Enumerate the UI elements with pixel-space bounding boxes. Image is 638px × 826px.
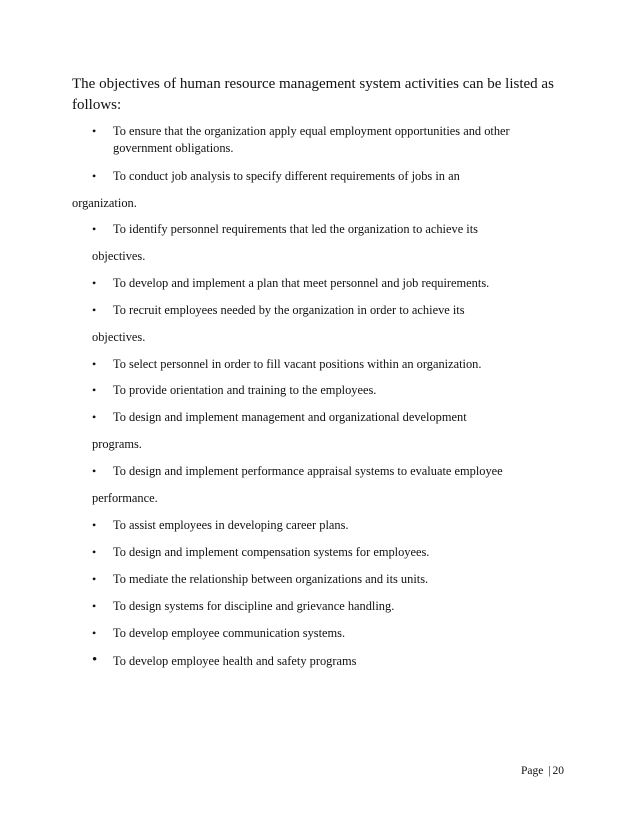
list-item-text: organization.: [72, 196, 137, 210]
bullet-icon: •: [92, 626, 97, 640]
list-item-text: To design and implement compensation systems for employees.: [113, 545, 430, 559]
list-item-text: To ensure that the organization apply equal employment opportunities and other: [113, 124, 510, 138]
bullet-icon: •: [92, 464, 97, 478]
list-item-text: objectives.: [92, 330, 146, 344]
bullet-icon: •: [92, 303, 97, 317]
bullet-icon: •: [92, 383, 97, 397]
bullet-icon: •: [92, 124, 97, 138]
list-item-text: programs.: [92, 437, 142, 451]
list-item-text: To mediate the relationship between organizations and its units.: [113, 572, 429, 586]
page-footer: [521, 764, 564, 778]
bullet-icon: •: [92, 410, 97, 424]
list-item-text: To select personnel in order to fill vacant positions within an organization.: [113, 357, 482, 371]
list-item-text: To identify personnel requirements that led the organization to achieve its: [113, 222, 479, 236]
list-item-text: objectives.: [92, 249, 146, 263]
list-item-text: To develop employee health and safety programs: [113, 654, 357, 668]
page-label: Page: [520, 765, 544, 777]
page-number: 20: [552, 765, 564, 777]
bullet-icon: •: [92, 545, 97, 559]
bullet-icon: •: [92, 222, 97, 236]
list-item-text: To design and implement management and organizational development: [113, 410, 467, 424]
bullet-icon: •: [92, 357, 97, 371]
list-item-text: To design systems for discipline and grievance handling.: [113, 599, 395, 613]
list-item-text: To recruit employees needed by the organization in order to achieve its: [113, 303, 465, 317]
list-item-text: To assist employees in developing career plans.: [113, 518, 349, 532]
bullet-icon: •: [92, 652, 98, 668]
list-item-text: performance.: [92, 491, 158, 505]
bullet-icon: •: [92, 169, 97, 183]
list-item-text: To provide orientation and training to the employees.: [113, 383, 377, 397]
list-item-text: To design and implement performance appraisal systems to evaluate employee: [113, 464, 503, 478]
bullet-icon: •: [92, 276, 97, 290]
bullet-icon: •: [92, 572, 97, 586]
list-item-text: government obligations.: [113, 141, 234, 155]
list-item-text: To develop employee communication systems.: [113, 626, 346, 640]
intro-paragraph: The objectives of human resource management system activities can be listed as follows:: [72, 76, 554, 113]
bullet-icon: •: [92, 599, 97, 613]
list-item-text: To develop and implement a plan that meet personnel and job requirements.: [113, 276, 490, 290]
list-item-text: To conduct job analysis to specify different requirements of jobs in an: [113, 169, 460, 183]
page-separator: |: [548, 765, 551, 777]
bullet-icon: •: [92, 518, 97, 532]
